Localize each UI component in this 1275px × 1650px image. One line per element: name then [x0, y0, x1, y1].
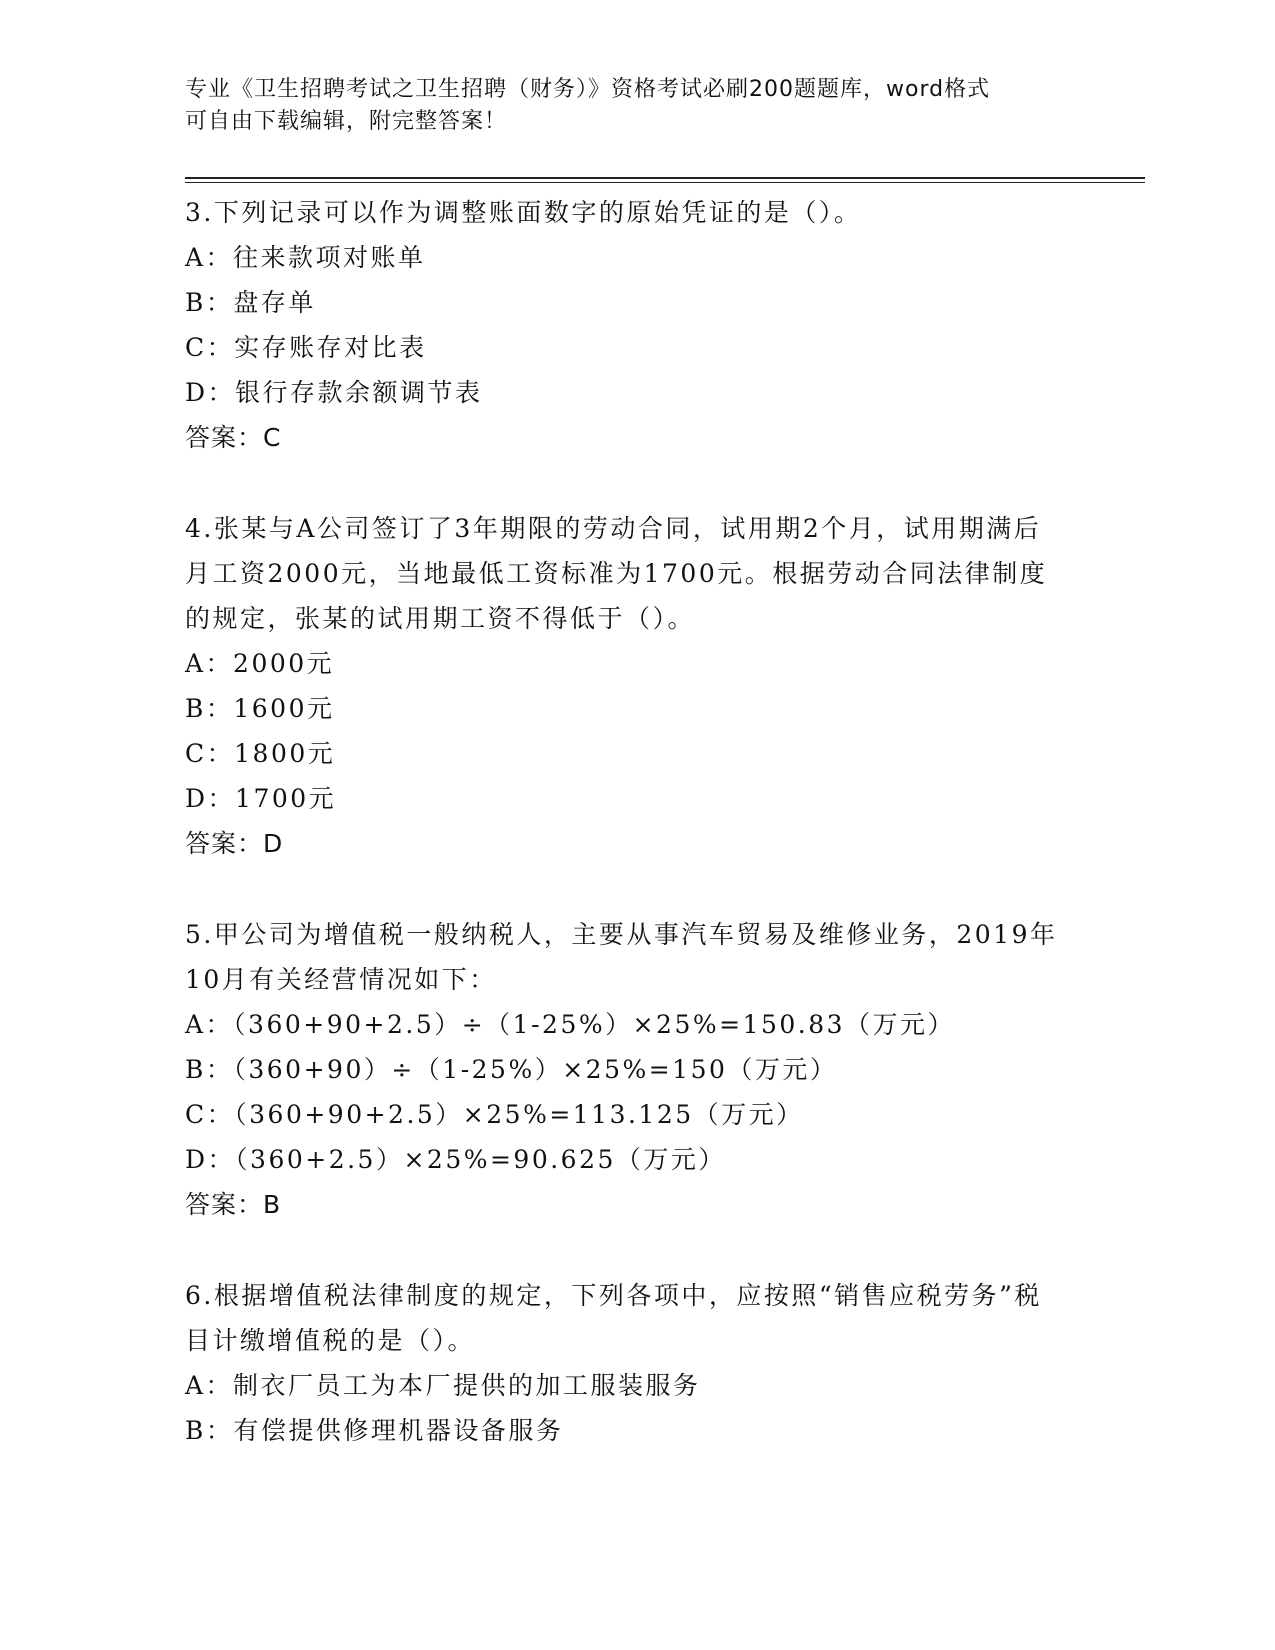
option-a: A：制衣厂员工为本厂提供的加工服装服务 — [185, 1371, 701, 1400]
option-d: D：（360+2.5）×25%=90.625（万元） — [185, 1145, 726, 1174]
header-line-1: 专业《卫生招聘考试之卫生招聘（财务）》资格考试必刷200题题库，word格式 — [185, 77, 991, 102]
option-b: B：有偿提供修理机器设备服务 — [185, 1416, 564, 1445]
option-c: C：（360+90+2.5）×25%=113.125（万元） — [185, 1100, 804, 1129]
option-a: A：往来款项对账单 — [185, 243, 426, 272]
header-line-2: 可自由下载编辑，附完整答案！ — [185, 109, 508, 134]
header-rule-thin — [185, 182, 1145, 183]
option-d: D：银行存款余额调节表 — [185, 378, 483, 407]
question-text: 6.根据增值税法律制度的规定，下列各项中，应按照“销售应税劳务”税目计缴增值税的是（）。 — [185, 1281, 1042, 1355]
question-list — [185, 190, 1065, 1453]
answer: 答案：B — [185, 1190, 282, 1219]
option-a: A：（360+90+2.5）÷（1-25%）×25%=150.83（万元） — [185, 1010, 956, 1039]
option-b: B：盘存单 — [185, 288, 316, 317]
question-5 — [185, 912, 1065, 1227]
option-a: A：2000元 — [185, 649, 335, 678]
option-d: D：1700元 — [185, 784, 337, 813]
answer: 答案：D — [185, 829, 284, 858]
question-text: 4.张某与A公司签订了3年期限的劳动合同，试用期2个月，试用期满后月工资2000元，当地最低工资标准为1700元。根据劳动合同法律制度的规定，张某的试用期工资不得低于（）。 — [185, 514, 1048, 633]
header-rule-thick — [185, 177, 1145, 179]
question-text: 5.甲公司为增值税一般纳税人，主要从事汽车贸易及维修业务，2019年10月有关经营情况如下： — [185, 920, 1058, 994]
question-4 — [185, 506, 1065, 866]
document-header — [185, 74, 1065, 138]
option-b: B：（360+90）÷（1-25%）×25%=150（万元） — [185, 1055, 838, 1084]
question-text: 3.下列记录可以作为调整账面数字的原始凭证的是（）。 — [185, 198, 862, 227]
answer: 答案：C — [185, 423, 282, 452]
option-c: C：实存账存对比表 — [185, 333, 427, 362]
question-3 — [185, 190, 1065, 460]
option-b: B：1600元 — [185, 694, 335, 723]
question-6 — [185, 1273, 1065, 1453]
option-c: C：1800元 — [185, 739, 336, 768]
